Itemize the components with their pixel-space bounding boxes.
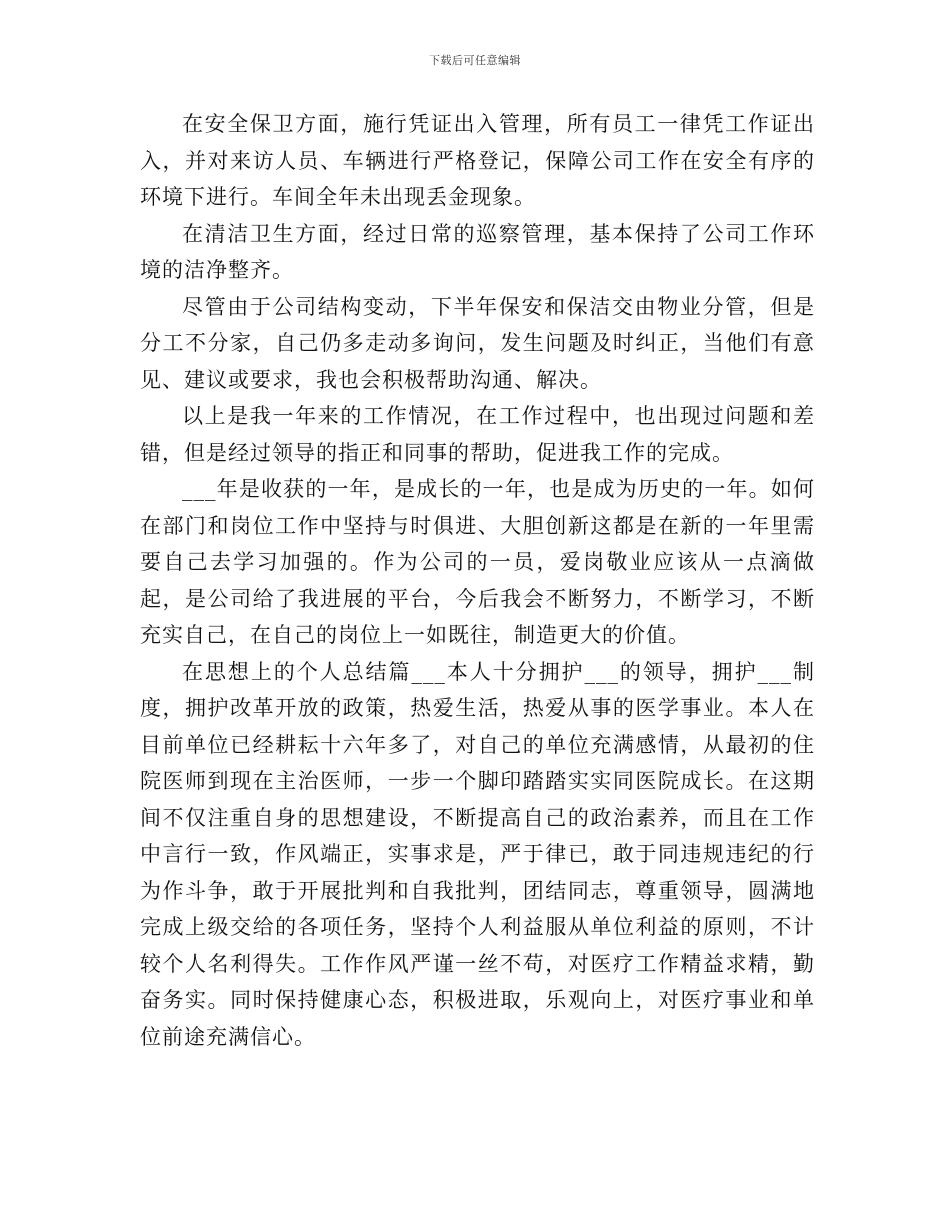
paragraph-summary: 以上是我一年来的工作情况，在工作过程中，也出现过问题和差错，但是经过领导的指正和同事的帮助，促进我工作的完成。 — [140, 404, 815, 465]
paragraph-restructure: 尽管由于公司结构变动，下半年保安和保洁交由物业分管，但是分工不分家，自己仍多走动多询问，发生问题及时纠正，当他们有意见、建议或要求，我也会积极帮助沟通、解决。 — [140, 294, 815, 392]
paragraph-year-review: ___年是收获的一年，是成长的一年，也是成为历史的一年。如何在部门和岗位工作中坚持与时俱进、大胆创新这都是在新的一年里需要自己去学习加强的。作为公司的一员，爱岗敬业应该从一点滴做起，是公司给了我进展的平台，今后我会不断努力，不断学习，不断充实自己，在自己的岗位上一如既往，制造更大的价值。 — [140, 477, 815, 647]
paragraph-personal-summary: 在思想上的个人总结篇___本人十分拥护___的领导，拥护___制度，拥护改革开放的政策，热爱生活，热爱从事的医学事业。本人在目前单位已经耕耘十六年多了，对自己的单位充满感情，从最初的住院医师到现在主治医师，一步一个脚印踏踏实实同医院成长。在这期间不仅注重自身的思想建设，不断提高自己的政治素养，而且在工作中言行一致，作风端正，实事求是，严于律已，敢于同违规违纪的行为作斗争，敢于开展批判和自我批判，团结同志，尊重领导，圆满地完成上级交给的各项任务，坚持个人利益服从单位利益的原则，不计较个人名利得失。工作作风严谨一丝不苟，对医疗工作精益求精，勤奋务实。同时保持健康心态，积极进取，乐观向上，对医疗事业和单位前途充满信心。 — [140, 659, 815, 1049]
page-header: 下载后可任意编辑 — [429, 54, 521, 67]
document-body — [140, 106, 815, 1055]
paragraph-cleaning: 在清洁卫生方面，经过日常的巡察管理，基本保持了公司工作环境的洁净整齐。 — [140, 221, 815, 282]
paragraph-security: 在安全保卫方面，施行凭证出入管理，所有员工一律凭工作证出入，并对来访人员、车辆进行严格登记，保障公司工作在安全有序的环境下进行。车间全年未出现丢金现象。 — [140, 112, 815, 209]
